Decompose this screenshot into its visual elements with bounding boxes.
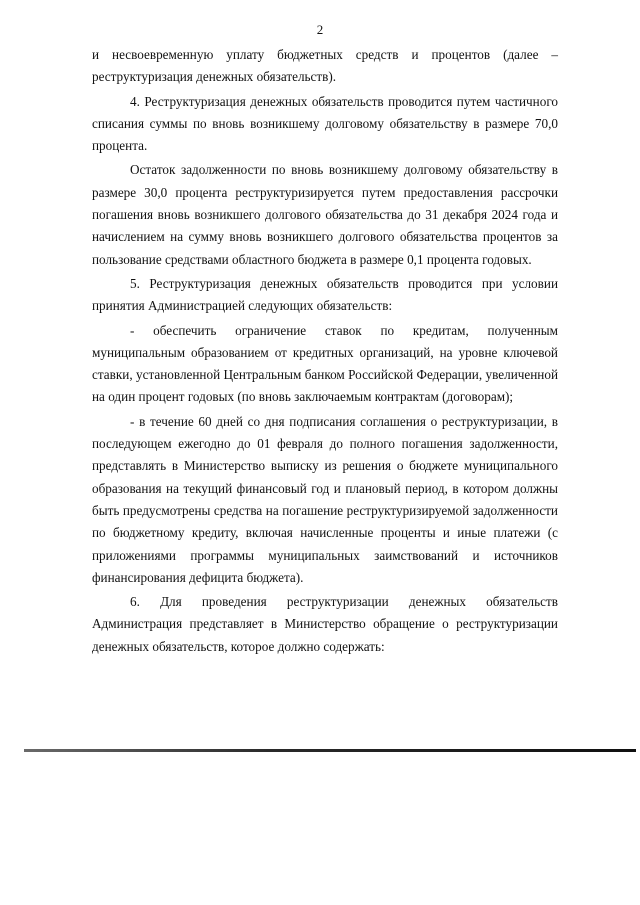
paragraph-remainder: Остаток задолженности по вновь возникшему долговому обязательству в размере 30,0 процента реструктуризируется путем предоставления рассрочки погашения вновь возникшего долгового обязательства до 31 декабря 2024 года и начислением на сумму вновь возникшего долгового обязательства процентов за пользование средствами областного бюджета в размере 0,1 процента годовых.: [92, 162, 558, 267]
scan-divider-line: [24, 749, 636, 752]
paragraph-continuation: и несвоевременную уплату бюджетных средств и процентов (далее – реструктуризация денежных обязательств).: [92, 47, 558, 85]
paragraph-item-6: 6. Для проведения реструктуризации денежных обязательств Администрация представляет в Министерство обращение о реструктуризации денежных обязательств, которое должно содержать:: [92, 594, 558, 654]
paragraph-item-4: 4. Реструктуризация денежных обязательств проводится путем частичного списания суммы по вновь возникшему долговому обязательству в размере 70,0 процента.: [92, 93, 558, 154]
document-body: [92, 44, 558, 658]
paragraph-obligation-2: - в течение 60 дней со дня подписания соглашения о реструктуризации, в последующем ежегодно до 01 февраля до полного погашения задолженности, представлять в Министерство выписку из решения о бюджете муниципального образования на текущий финансовый год и плановый период, в котором должны быть предусмотрены средства на погашение реструктуризируемой задолженности по бюджетному кредиту, включая начисленные проценты и иные платежи (с приложениями программы муниципальных заимствований и источников финансирования дефицита бюджета).: [92, 413, 558, 585]
paragraph-item-5: 5. Реструктуризация денежных обязательств проводится при условии принятия Администрацией следующих обязательств:: [92, 275, 558, 314]
page-number: 2: [316, 22, 324, 37]
paragraph-obligation-1: - обеспечить ограничение ставок по кредитам, полученным муниципальным образованием от кредитных организаций, на уровне ключевой ставки, установленной Центральным банком Российской Федерации, увеличенной на один процент годовых (по вновь заключаемым контрактам (договорам);: [92, 322, 558, 405]
